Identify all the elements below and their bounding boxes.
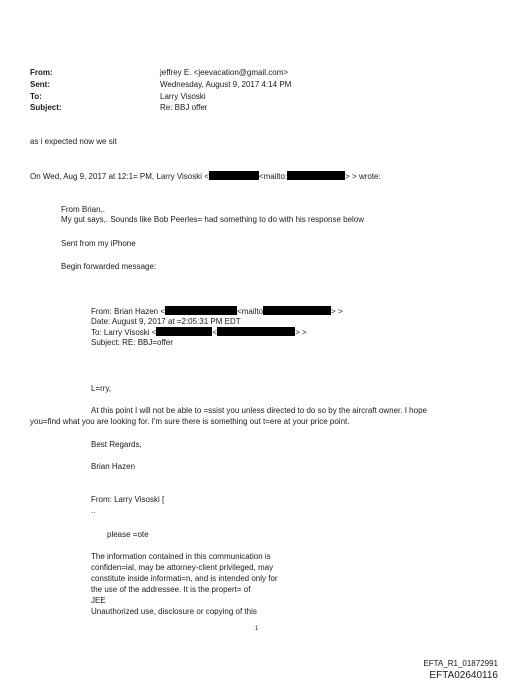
disclaimer-line-1: The information contained in this communication is [91,552,271,561]
salutation: L=rry, [91,384,112,393]
redaction-block [287,171,345,180]
disclaimer-line-4: the use of the addressee. It is the propert= of [91,585,251,594]
disclaimer-line-2: confiden=ial, may be attorney-client privileged, may [91,563,274,572]
quote-line-mailto: <mailto: [258,172,288,181]
from-label: From: [30,68,53,77]
subject-value: Re: BBJ offer [160,103,208,112]
forward-from-end: > > [331,307,343,316]
forward-subject: Subject: RE: BBJ=offer [91,338,173,347]
forward-date: Date: August 9, 2017 at =2:05:31 PM EDT [91,317,241,326]
redaction-block [209,171,259,180]
forward-from-start: From: Brian Hazen < [91,307,166,316]
to-label: To: [30,92,42,101]
quote-line-start: On Wed, Aug 9, 2017 at 12:1= PM, Larry Visoski < [30,172,209,181]
redaction-block [165,306,237,315]
letter-line-2: you=find what you are looking for. I'm sure there is something out t=ere at your price point. [30,417,350,426]
from-value: jeffrey E. <jeevacation@gmail.com> [160,68,289,77]
redaction-block [156,327,212,336]
quote-line [30,171,381,182]
page-number: 1 [255,626,259,632]
sent-from-text: Sent from my iPhone [61,239,136,248]
forward-from-line [91,306,343,317]
ellipsis-text: .. [91,506,96,515]
forwarded-text: Begin forwarded message: [61,262,157,271]
disclaimer-line-6: Unauthorized use, disclosure or copying of this [91,607,257,616]
greeting-text: From Brian,. [61,205,106,214]
disclaimer-line-3: constitute inside informati=n, and is intended only for [91,574,278,583]
to-value: Larry Visoski [160,92,206,101]
footer-id-primary: EFTA_R1_01872991 [423,659,498,668]
gut-text: My gut says,. Sounds like Bob Peerles= had something to do with his response below [61,215,365,224]
disclaimer-line-5: JEE [91,596,106,605]
sent-value: Wednesday, August 9, 2017 4:14 PM [160,80,292,89]
redaction-block [217,327,295,336]
signature-text: Brian Hazen [91,462,136,471]
forward-to-mid: < [212,328,218,337]
quote-line-end: > > wrote: [345,172,381,181]
footer-id-secondary: EFTA02640116 [429,670,498,681]
redaction-block [263,306,331,315]
forward-to-end: > > [295,328,307,337]
subject-label: Subject: [30,103,62,112]
from-larry-text: From: Larry Visoski [ [91,495,165,504]
reply-text: as i expected now we sit [30,137,117,146]
sent-label: Sent: [30,80,50,89]
please-note-text: please =ote [107,530,149,539]
letter-line-1: At this point I will not be able to =ssist you unless directed to do so by the aircraft owner. I hope [91,406,427,415]
forward-to-start: To: Larry Visoski < [91,328,157,337]
forward-to-line [91,327,307,338]
regards-text: Best Regards, [91,440,142,449]
forward-from-mailto: <mailto [237,307,264,316]
